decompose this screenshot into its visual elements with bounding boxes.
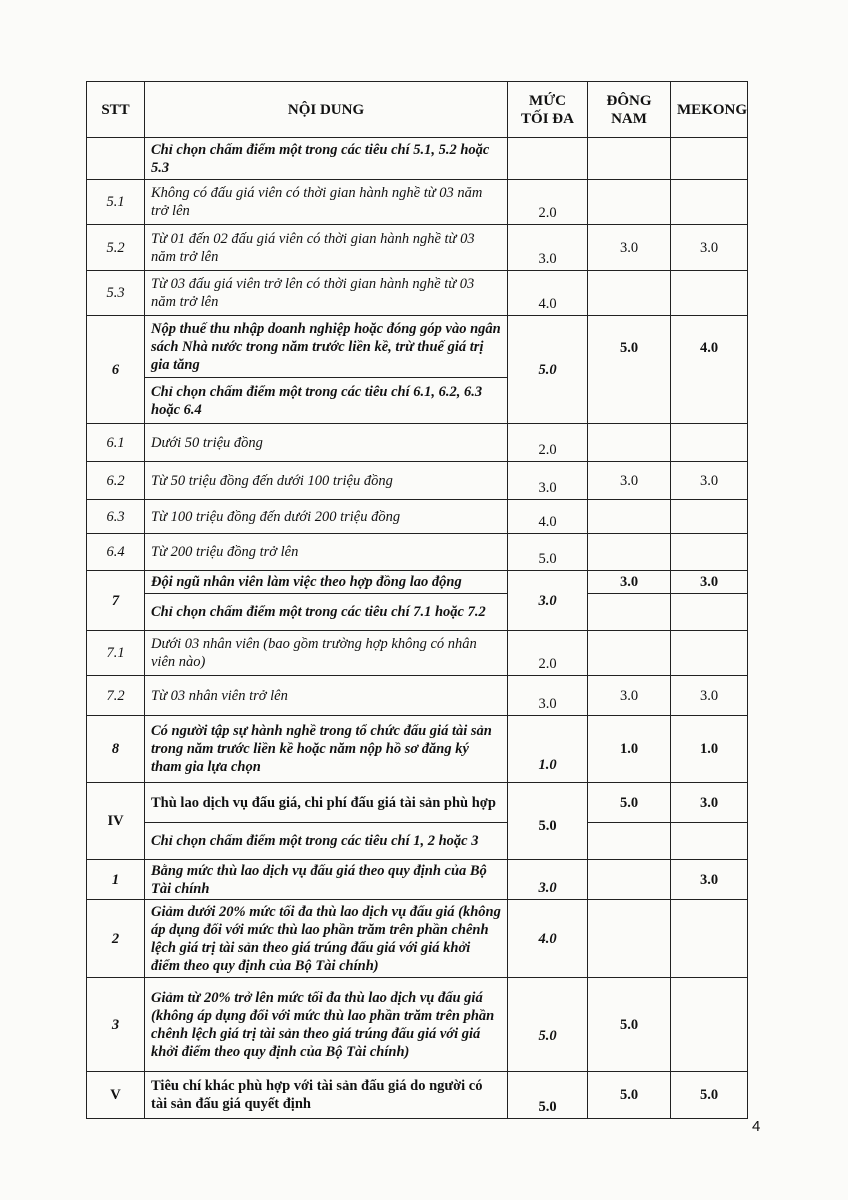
row-stt: 5.2 <box>87 225 145 271</box>
header-content: NỘI DUNG <box>145 82 508 138</box>
row-stt: 6.3 <box>87 500 145 534</box>
row-stt: 7 <box>87 571 145 631</box>
table-row <box>87 783 748 823</box>
row-stt: 5.1 <box>87 180 145 225</box>
row-dong-nam <box>588 424 671 462</box>
row-mekong: 3.0 <box>671 225 748 271</box>
page-number: 4 <box>752 1118 761 1135</box>
table-row <box>87 631 748 676</box>
row-dong-nam <box>588 180 671 225</box>
row-content: Giảm dưới 20% mức tối đa thù lao dịch vụ đấu giá (không áp dụng đối với mức thù lao phần trăm trên phần chênh lệch giá trị tài sản theo giá trúng đấu giá với giá khởi điểm theo quy định của Bộ Tài chính) <box>145 900 508 978</box>
row-dong-nam <box>588 631 671 676</box>
row-dong-nam: 5.0 <box>588 978 671 1072</box>
row-content: Từ 200 triệu đồng trở lên <box>145 534 508 571</box>
row-max: 3.0 <box>508 676 588 716</box>
table-row <box>87 676 748 716</box>
row-stt: V <box>87 1072 145 1119</box>
row-content: Bằng mức thù lao dịch vụ đấu giá theo quy định của Bộ Tài chính <box>145 860 508 900</box>
row-content: Từ 50 triệu đồng đến dưới 100 triệu đồng <box>145 462 508 500</box>
row-dong-nam <box>588 271 671 316</box>
row-mekong <box>671 534 748 571</box>
row-content: Giảm từ 20% trở lên mức tối đa thù lao dịch vụ đấu giá (không áp dụng đối với mức thù lao phần trăm trên phần chênh lệch giá trị tài sản theo giá trúng đấu giá với giá khởi điểm theo quy định của Bộ Tài chính) <box>145 978 508 1072</box>
row-content: Nộp thuế thu nhập doanh nghiệp hoặc đóng góp vào ngân sách Nhà nước trong năm trước liền kề, trừ thuế giá trị gia tăng <box>145 316 508 378</box>
row-content: Từ 03 nhân viên trở lên <box>145 676 508 716</box>
row-stt: 6.4 <box>87 534 145 571</box>
row-mekong: 3.0 <box>671 860 748 900</box>
row-dong-nam <box>588 900 671 978</box>
table-row <box>87 316 748 378</box>
row-max: 5.0 <box>508 534 588 571</box>
row-stt: 8 <box>87 716 145 783</box>
row-max: 5.0 <box>508 978 588 1072</box>
row-dong-nam: 3.0 <box>588 462 671 500</box>
row-mekong <box>671 900 748 978</box>
row-mekong <box>671 500 748 534</box>
table-row <box>87 462 748 500</box>
header-dong-nam: ĐÔNG NAM <box>588 82 671 138</box>
row-mekong: 3.0 <box>671 783 748 823</box>
row-dong-nam: 5.0 <box>588 1072 671 1119</box>
row-max: 5.0 <box>508 1072 588 1119</box>
row-mekong: 1.0 <box>671 716 748 783</box>
row-max: 1.0 <box>508 716 588 783</box>
row-mekong: 3.0 <box>671 571 748 594</box>
row-stt: 6.1 <box>87 424 145 462</box>
row-mekong <box>671 271 748 316</box>
row-dong-nam: 3.0 <box>588 571 671 594</box>
header-stt: STT <box>87 82 145 138</box>
table-row <box>87 180 748 225</box>
row-stt: 7.2 <box>87 676 145 716</box>
row-stt: 3 <box>87 978 145 1072</box>
table-row <box>87 225 748 271</box>
row-stt: 1 <box>87 860 145 900</box>
row-content: Dưới 03 nhân viên (bao gồm trường hợp không có nhân viên nào) <box>145 631 508 676</box>
row-content: Có người tập sự hành nghề trong tổ chức đấu giá tài sản trong năm trước liền kề hoặc năm nộp hồ sơ đăng ký tham gia lựa chọn <box>145 716 508 783</box>
row-content: Từ 03 đấu giá viên trở lên có thời gian hành nghề từ 03 năm trở lên <box>145 271 508 316</box>
row-mekong: 4.0 <box>671 316 748 424</box>
row-stt: 6.2 <box>87 462 145 500</box>
row-subcontent: Chỉ chọn chấm điểm một trong các tiêu chí 1, 2 hoặc 3 <box>145 823 508 860</box>
row-max: 4.0 <box>508 900 588 978</box>
row-dong-nam: 5.0 <box>588 316 671 424</box>
table-row <box>87 271 748 316</box>
table-row <box>87 900 748 978</box>
row-stt: IV <box>87 783 145 860</box>
row-stt: 6 <box>87 316 145 424</box>
table-row <box>87 571 748 594</box>
table-row <box>87 978 748 1072</box>
row-max: 3.0 <box>508 462 588 500</box>
row-mekong <box>671 180 748 225</box>
row-content: Tiêu chí khác phù hợp với tài sản đấu giá do người có tài sản đấu giá quyết định <box>145 1072 508 1119</box>
row-max: 5.0 <box>508 783 588 860</box>
row-mekong: 3.0 <box>671 462 748 500</box>
table-row <box>87 534 748 571</box>
row-dong-nam: 1.0 <box>588 716 671 783</box>
row-content: Từ 01 đến 02 đấu giá viên có thời gian hành nghề từ 03 năm trở lên <box>145 225 508 271</box>
table-row <box>87 716 748 783</box>
row-max: 2.0 <box>508 424 588 462</box>
table-row <box>87 823 748 860</box>
row-content: Đội ngũ nhân viên làm việc theo hợp đồng lao động <box>145 571 508 594</box>
table-row <box>87 500 748 534</box>
table-row <box>87 594 748 631</box>
row-stt: 5.3 <box>87 271 145 316</box>
row-dong-nam <box>588 860 671 900</box>
row-dong-nam <box>588 534 671 571</box>
table-row <box>87 860 748 900</box>
row-content: Dưới 50 triệu đồng <box>145 424 508 462</box>
row-mekong <box>671 631 748 676</box>
row-max: 2.0 <box>508 631 588 676</box>
row-subcontent: Chỉ chọn chấm điểm một trong các tiêu chí 7.1 hoặc 7.2 <box>145 594 508 631</box>
header-max: MỨC TỐI ĐA <box>508 82 588 138</box>
table-row <box>87 424 748 462</box>
row-max: 3.0 <box>508 860 588 900</box>
row-subcontent: Chỉ chọn chấm điểm một trong các tiêu chí 6.1, 6.2, 6.3 hoặc 6.4 <box>145 378 508 424</box>
row-stt: 7.1 <box>87 631 145 676</box>
row-max: 2.0 <box>508 180 588 225</box>
row-dong-nam: 5.0 <box>588 783 671 823</box>
row-mekong <box>671 424 748 462</box>
scoring-table <box>86 81 748 1119</box>
row-content: Không có đấu giá viên có thời gian hành nghề từ 03 năm trở lên <box>145 180 508 225</box>
header-mekong: MEKONG <box>671 82 748 138</box>
row-mekong: 5.0 <box>671 1072 748 1119</box>
row-dong-nam <box>588 500 671 534</box>
table-row <box>87 1072 748 1119</box>
row-max: 5.0 <box>508 316 588 424</box>
row-content: Thù lao dịch vụ đấu giá, chi phí đấu giá tài sản phù hợp <box>145 783 508 823</box>
row-mekong: 3.0 <box>671 676 748 716</box>
row-dong-nam: 3.0 <box>588 676 671 716</box>
row-max: 3.0 <box>508 225 588 271</box>
row-dong-nam: 3.0 <box>588 225 671 271</box>
table-row <box>87 138 748 180</box>
row-content: Từ 100 triệu đồng đến dưới 200 triệu đồng <box>145 500 508 534</box>
row-max: 4.0 <box>508 271 588 316</box>
row-content: Chỉ chọn chấm điểm một trong các tiêu chí 5.1, 5.2 hoặc 5.3 <box>145 138 508 180</box>
row-max: 3.0 <box>508 571 588 631</box>
row-stt: 2 <box>87 900 145 978</box>
row-mekong <box>671 978 748 1072</box>
table-header-row <box>87 82 748 138</box>
row-max: 4.0 <box>508 500 588 534</box>
